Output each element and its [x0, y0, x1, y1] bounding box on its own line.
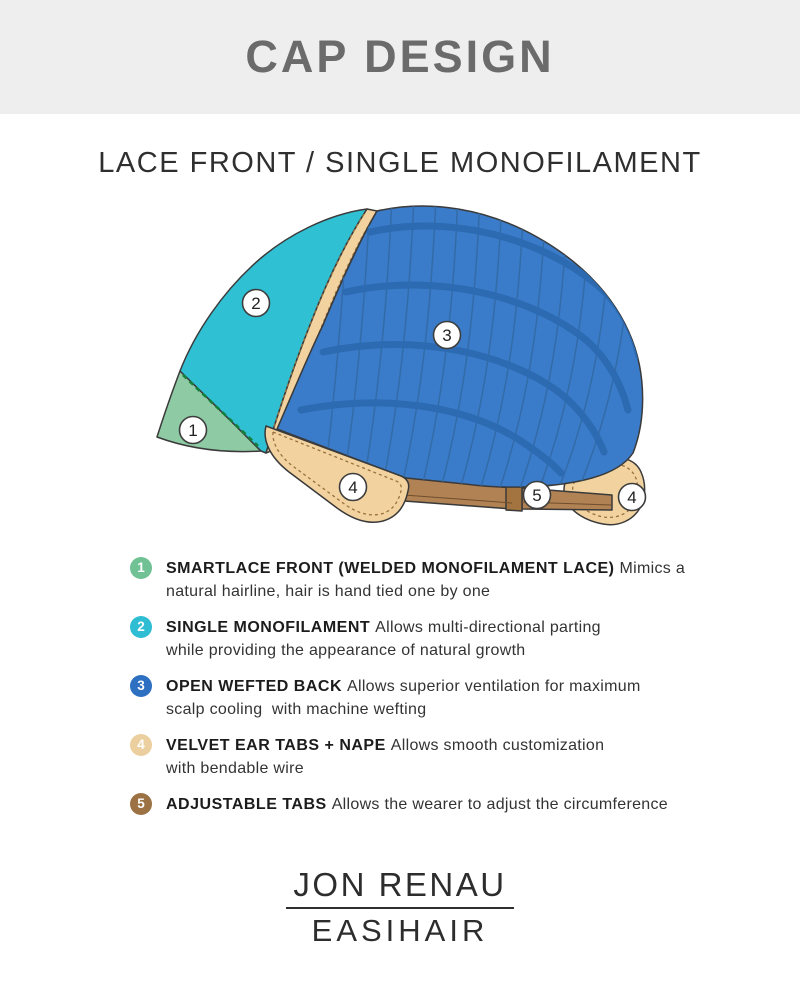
legend	[130, 557, 720, 829]
diagram-label-1	[180, 417, 207, 444]
legend-text	[166, 557, 685, 603]
legend-number-badge: 5	[130, 793, 152, 815]
diagram-subtitle: LACE FRONT / SINGLE MONOFILAMENT	[98, 147, 702, 179]
legend-number-badge: 2	[130, 616, 152, 638]
diagram-label-3	[434, 322, 461, 349]
diagram-label-2	[243, 290, 270, 317]
legend-desc-line1: Allows superior ventilation for maximum	[347, 678, 641, 695]
legend-desc-line2: while providing the appearance of natural growth	[166, 642, 526, 659]
legend-item-1	[130, 557, 720, 603]
footer-logo	[0, 866, 800, 949]
diagram-label-4-nape	[619, 484, 646, 511]
legend-number-badge: 3	[130, 675, 152, 697]
svg-text:4: 4	[627, 488, 637, 507]
legend-desc-line2: natural hairline, hair is hand tied one by one	[166, 583, 491, 600]
legend-text	[166, 793, 668, 816]
svg-text:2: 2	[251, 294, 261, 313]
legend-text	[166, 675, 641, 721]
sub-brand-name: EASIHAIR	[311, 913, 489, 948]
legend-desc-line1: Allows the wearer to adjust the circumference	[331, 796, 668, 813]
legend-desc-line2: scalp cooling with machine wefting	[166, 701, 427, 718]
legend-item-5	[130, 793, 720, 816]
legend-item-4	[130, 734, 720, 780]
legend-item-3	[130, 675, 720, 721]
legend-number-badge: 1	[130, 557, 152, 579]
legend-number-badge: 4	[130, 734, 152, 756]
legend-title: OPEN WEFTED BACK	[166, 678, 342, 695]
legend-item-2	[130, 616, 720, 662]
legend-title: ADJUSTABLE TABS	[166, 796, 327, 813]
legend-desc-line1: Allows multi-directional parting	[375, 619, 601, 636]
legend-desc-line1: Mimics a	[619, 560, 686, 577]
legend-desc-line2: with bendable wire	[166, 760, 304, 777]
svg-text:3: 3	[442, 326, 452, 345]
legend-title: SINGLE MONOFILAMENT	[166, 619, 371, 636]
legend-title: SMARTLACE FRONT (WELDED MONOFILAMENT LACE)	[166, 560, 615, 577]
legend-title: VELVET EAR TABS + NAPE	[166, 737, 386, 754]
page-title: CAP DESIGN	[245, 31, 555, 82]
legend-text	[166, 616, 601, 662]
legend-desc-line1: Allows smooth customization	[390, 737, 605, 754]
diagram-label-5	[524, 482, 551, 509]
svg-text:4: 4	[348, 478, 358, 497]
svg-text:1: 1	[188, 421, 198, 440]
legend-text	[166, 734, 604, 780]
svg-text:5: 5	[532, 486, 542, 505]
diagram-label-4-ear	[340, 474, 367, 501]
brand-name: JON RENAU	[293, 866, 507, 903]
logo-divider	[286, 907, 514, 909]
